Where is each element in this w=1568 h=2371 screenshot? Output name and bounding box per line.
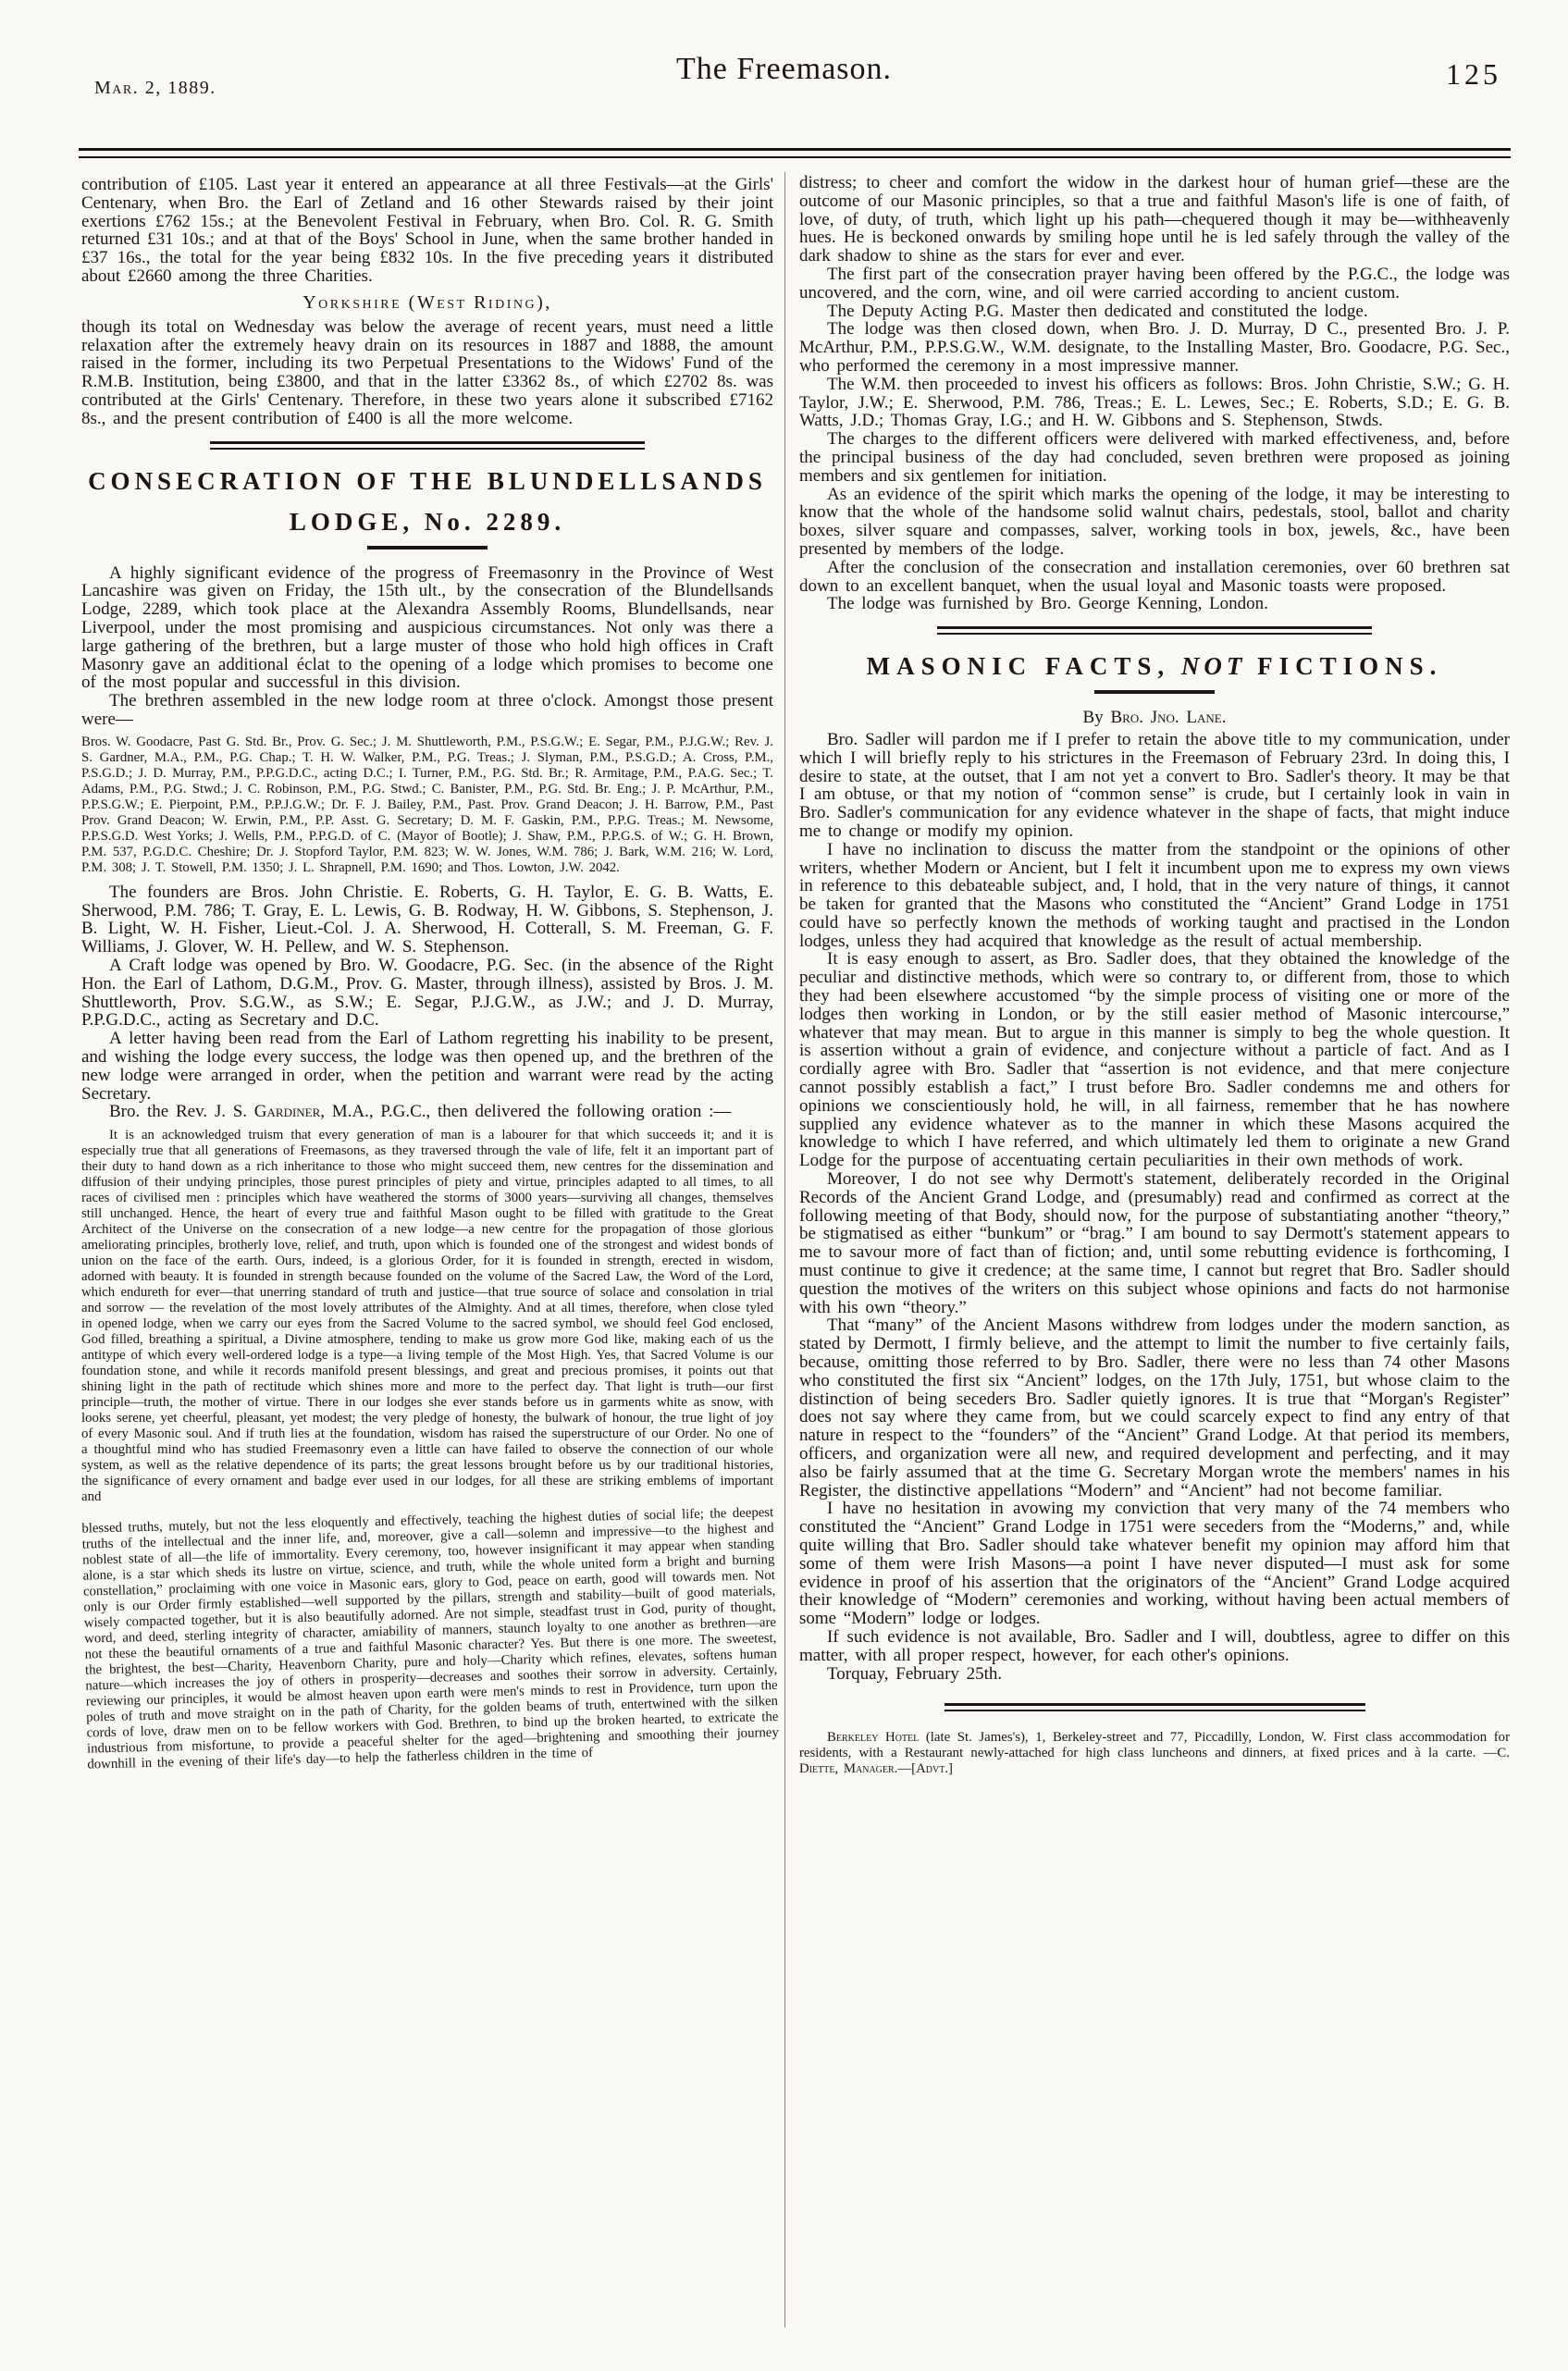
oration-text-part1: It is an acknowledged truism that every generation of man is a labourer for that which succeeds it; and it is especially true that all generations of Freemasons, as they traversed through the vale of life, felt it an important part of their duty to hand down as a rich inheritance to those who might succeed them, new centres for the dissemination and diffusion of their undying principles, those purest principles of piety and virtue, principles adapted to all times, to all races of civilised men : principles which have weathered the storms of 3000 years—surviving all changes, themselves still unchanged. Hence, the heart of every true and faithful Mason ought to be filled with gratitude to the Great Architect of the Universe on the consecration of a new lodge—a new centre for the propagation of those glorious ameliorating principles, brotherly love, relief, and truth, upon which is founded one of the strongest and widest bonds of union on the face of the earth. Ours, indeed, is a glorious Order, for it is founded in strength, erected in wisdom, adorned with beauty. It is founded in strength because founded on the volume of the Sacred Law, the Word of the Lord, which endureth for ever—that unerring standard of truth and justice—that true source of solace and consolation in trial and sorrow — the revelation of the most lovely attributes of the Almighty. And at all times, therefore, when close tyled in opened lodge, when we carry our eyes from the Sacred Volume to the sacred symbol, we should feel God enclosed, God filled, breathing a spiritual, a Divine atmosphere, tending to make us grow more God like, making each of us the antitype of which every well-ordered lodge is a type—a living temple of the Most High. Yes, that Sacred Volume is our foundation stone, and while it records manifold present blessings, and great and precious promises, it points out that shining light in the path of rectitude which shines more and more to the perfect day. That light is truth—our first principle—truth, the mother of virtue. There in our lodges she ever stands before us in garments white as snow, with looks serene, yet cheerful, pleasant, yet modest; the very pledge of honesty, the bulwark of honour, the true light of joy of every Masonic soul. And if truth lies at the foundation, wisdom has raised the superstructure of our Order. No one of a thoughtful mind who has studied Freemasonry even a little can have failed to observe the connection of our whole system, as well as the relative dependence of its parts; the great lessons brought before us by our traditional histories, the significance of every ornament and badge ever used in our lodges, for all these are striking emblems of important and <box>81 1128 773 1505</box>
distress-continuation-paragraph: distress; to cheer and comfort the widow in the darkest hour of human grief—these are the outcome of our Masonic principles, so that a true and faithful Mason's life is one of faith, of love, of duty, of truth, which light up his path—chequered though it may be—withheavenly hues. He is beckoned onwards by smiling hope until he is led safely through the valley of the dark shadow to shine as the stars for ever and ever. <box>799 173 1510 266</box>
dedication-paragraph: The Deputy Acting P.G. Master then dedicated and constituted the lodge. <box>827 301 1368 321</box>
issue-date: Mar. 2, 1889. <box>94 78 216 98</box>
advert-berkeley-hotel <box>799 1730 1510 1777</box>
masonic-facts-title-part2: FICTIONS. <box>1257 652 1443 681</box>
masonic-facts-paragraph-7: If such evidence is not available, Bro. Sadler and I will, doubtless, agree to differ on this matter, with all proper respect, however, for each other's opinions. <box>799 1626 1510 1665</box>
paper-title: The Freemason. <box>675 52 893 86</box>
dateline-torquay: Torquay, February 25th. <box>827 1663 1003 1684</box>
consecration-opening-paragraph: A highly significant evidence of the progress of Freemasonry in the Province of West Lancashire was given on Friday, the 15th ult., by the consecration of the Blundellsands Lodge, 2289, which took place at the Alexandra Assembly Rooms, Blundellsands, near Liverpool, under the most promising and auspicious circumstances. Not only was there a large gathering of the brethren, but a large muster of those who hold high offices in Craft Masonry gave an additional éclat to the opening of a lodge which promises to become one of the most popular and successful in this division. <box>81 562 773 693</box>
consecration-prayer-paragraph: The first part of the consecration prayer having been offered by the P.G.C., the lodge was uncovered, and the corn, wine, and oil were carried according to ancient custom. <box>799 264 1510 303</box>
masonic-facts-title-part1: MASONIC FACTS, <box>866 652 1171 681</box>
masonic-facts-paragraph-5: That “many” of the Ancient Masons withdrew from lodges under the modern sanction, as stated by Dermott, I firmly believe, and the attempt to limit the number to five certainly fails, because, omitting those referred to by Bro. Sadler, there were no less than 74 other Masons who constituted the first six “Ancient” lodges, on the 17th July, 1751, but whose claim to the distinction of being seceders Bro. Sadler quietly ignores. It is true that “Morgan's Register” does not say where they came from, but we could scarcely expect to find any entry of that nature in respect to the “founders” of the “Ancient” Grand Lodge. At that period its members, officers, and organization were all new, and required development and perfecting, and it may also be fairly assumed that at the time G. Secretary Morgan wrote the members' names in his Register, the distinctive appellations “Modern” and “Ancient” had not become familiar. <box>799 1315 1510 1500</box>
masonic-facts-paragraph-2: I have no inclination to discuss the matter from the standpoint or the opinions of other writers, whether Modern or Ancient, but I felt it incumbent upon me to express my own views in reference to this debateable subject, and, I hold, that in the very nature of things, it cannot be taken for granted that the Masons who constituted the “Ancient” Grand Lodge in 1751 could have so perfectly known the methods of working taught and practised in the London lodges, unless they had acquired that knowledge as the result of actual membership. <box>799 839 1510 951</box>
advert-hotel-name: Berkeley Hotel <box>827 1730 920 1746</box>
invest-officers-paragraph: The W.M. then proceeded to invest his officers as follows: Bros. John Christie, S.W.; G. H. Taylor, J.W.; E. Sherwood, P.M. 786, Treas.; E. L. Lewes, Sec.; E. Roberts, S.D.; E. G. B. Watts, J.D.; Thomas Gray, I.G.; and H. W. Gibbons and S. Stephenson, Stwds. <box>799 374 1510 431</box>
oration-text-part2: blessed truths, mutely, but not the less eloquently and effectively, teaching the highest duties of social life; the deepest truths of the intellectual and the inner life, and, moreover, give a call—solemn and impressive—to the highest and noblest state of all—the life of immortality. Every ceremony, too, however insignificant it may appear when standing alone, is a star which sheds its lustre on virtue, science, and truth, while the whole united form a bright and burning constellation,” proclaiming with one voice in Masonic ears, glory to God, peace on earth, good will towards men. Not only is our Order firmly established—well supported by the pillars, strength and stability—built of good materials, wisely compacted together, but it is also beautifully adorned. Are not simple, steadfast trust in God, purity of thought, word, and deed, sterling integrity of character, amiability of manners, staunch loyalty to one another as brethren—are not these the beautiful ornaments of a true and faithful Masonic character? Yes. But there is one more. The sweetest, the brightest, the best—Charity, Heavenborn Charity, pure and holy—Charity which refines, elevates, softens human nature—which increases the joy of others in prosperity—decreases and soothes their sorrow in adversity. Certainly, reviewing our principles, it would be almost heaven upon earth were men's minds to rest in Providence, turn upon the poles of truth and move straight on in the path of Charity, for the golden beams of truth, entertwined with the silken cords of love, draw men on to be fellow workers with God. Brethren, to bind up the broken hearted, to extricate the industrious from misfortune, to provide a peaceful shelter for the aged—brightening and smoothing their journey downhill in the evening of their life's day—to help the fatherless children in the time of <box>81 1505 779 1772</box>
yorkshire-paragraph: though its total on Wednesday was below the average of recent years, must need a little relaxation after the extremely heavy drain on its resources in 1887 and 1888, the amount raised in the former, including its two Perpetual Presentations to the Widows' Fund of the R.M.B. Institution, being £3800, and that in the latter £3362 8s., of which £2702 8s. was contributed at the Girls' Centenary. Therefore, in these two years alone it subscribed £7162 8s., and the present contribution of £400 is all the more welcome. <box>81 316 773 428</box>
masthead-rule-top <box>79 148 1511 151</box>
oration-intro-paragraph <box>81 1103 773 1121</box>
article-heading-consecration <box>81 461 773 542</box>
founders-paragraph: The founders are Bros. John Christie. E. Roberts, G. H. Taylor, E. G. B. Watts, E. Sherwood, P.M. 786; T. Gray, E. L. Lewis, G. B. Rodway, H. W. Gibbons, S. Stephenson, J. B. Light, W. H. Fisher, Lieut.-Col. J. A. Sherwood, H. Cotterall, S. M. Freeman, G. F. Williams, J. Glover, W. H. Pellew, and W. S. Stephenson. <box>81 882 773 957</box>
oration-intro-pre: Bro. the Rev. J. S. <box>109 1102 254 1122</box>
right-column <box>799 174 1510 1777</box>
heading-rule <box>367 546 488 550</box>
separator-rule <box>937 626 1372 635</box>
advert-body: (late St. James's), 1, Berkeley-street and 77, Piccadilly, London, W. First class accommodation for residents, with a Restaurant newly-attached for high class luncheons and dinners, at fixed prices and à la carte. <box>799 1730 1510 1761</box>
consecration-title-line1: CONSECRATION OF THE BLUNDELLSANDS <box>88 466 767 495</box>
consecration-title-line2: LODGE, No. 2289. <box>289 507 566 536</box>
page-number: 125 <box>1446 57 1501 91</box>
attendees-list: Bros. W. Goodacre, Past G. Std. Br., Prov. G. Sec.; J. M. Shuttleworth, P.M., P.S.G.W.; E. Segar, P.M., P.J.G.W.; Rev. J. S. Gardner, M.A., P.M., P.G. Chap.; T. H. W. Walker, P.M., P.G. Treas.; J. Slyman, P.M., P.S.G.D.; A. Cross, P.M., P.S.G.D.; J. D. Murray, P.M., P.P.G.D.C., acting D.C.; I. Turner, P.M., P.G. Std. Br.; R. Armitage, P.M., P.A.G. Sec.; T. Adams, P.M., P.G. Stwd.; J. C. Robinson, P.M., P.G. Stwd.; C. Banister, P.M., P.G. Std. Br. Eng.; J. P. McArthur, P.M., P.P.S.G.W.; E. Pierpoint, P.M., P.P.J.G.W.; Dr. F. J. Bailey, P.M., Past. Prov. Grand Deacon; J. H. Barrow, P.M., Past Prov. Grand Deacon; W. Erwin, P.M., P.P. Asst. G. Secretary; D. M. F. Gaskin, P.M., P.P.G. Treas.; M. Newsome, P.P.S.G.D. West Yorks; J. Wells, P.M., P.P.G.D. of C. (Mayor of Bootle); J. Shaw, P.M., P.P.G.S. of W.; G. H. Brown, P.M. 537, P.G.D.C. Cheshire; Dr. J. Stopford Taylor, P.M. 823; W. W. Jones, W.M. 786; J. Bark, W.M. 216; W. Lord, P.M. 308; J. T. Stowell, P.M. 1350; J. L. Shrapnell, P.M. 1690; and Thos. Lowton, J.W. 2042. <box>81 734 773 875</box>
advert-signature: —C. Diette, Manager.—[Advt.] <box>799 1746 1510 1777</box>
lathom-letter-paragraph: A letter having been read from the Earl of Lathom regretting his inability to be present, and wishing the lodge every success, the lodge was then opened up, and the brethren of the new lodge were arranged in order, when the petition and warrant were read by the acting Secretary. <box>81 1029 773 1104</box>
oration-speaker-name: Gardiner <box>253 1102 321 1122</box>
festivals-continuation-paragraph: contribution of £105. Last year it entered an appearance at all three Festivals—at the Girls' Centenary, when Bro. the Earl of Zetland and 16 other Stewards raised by their joint exertions £762 15s.; at the Benevolent Festival in February, when Bro. Col. R. G. Smith returned £31 10s.; and at that of the Boys' School in June, when the same brother handed in £37 16s., the total for the year being £832 10s. In the five preceding years it distributed about £2660 among the three Charities. <box>81 175 773 286</box>
masonic-facts-title-not: NOT <box>1170 652 1258 681</box>
craft-lodge-paragraph: A Craft lodge was opened by Bro. W. Goodacre, P.G. Sec. (in the absence of the Right Hon. the Earl of Lathom, D.G.M., Prov. G. Master, through illness), assisted by Bros. J. M. Shuttleworth, Prov. S.G.W., as S.W.; E. Segar, P.J.G.W., as J.W.; and J. D. Murray, P.P.G.D.C., acting as Secretary and D.C. <box>81 955 773 1031</box>
banquet-paragraph: After the conclusion of the consecration and installation ceremonies, over 60 brethren sat down to an excellent banquet, when the usual loyal and Masonic toasts were proposed. <box>799 557 1510 596</box>
lodge-closed-paragraph: The lodge was then closed down, when Bro. J. D. Murray, D C., presented Bro. J. P. McArthur, P.M., P.P.S.G.W., W.M. designate, to the Installing Master, Bro. Goodacre, P.G. Sec., who performed the ceremony in a most impressive manner. <box>799 319 1510 376</box>
masonic-facts-paragraph-6: I have no hesitation in avowing my conviction that very many of the 74 members who constituted the “Ancient” Grand Lodge in 1751 were seceders from the “Moderns,” and, while quite willing that Bro. Sadler should take whatever benefit my opinion may afford him that some of them were Irish Masons—a point I have never disputed—I must ask for some evidence in proof of his assertion that the originators of the “Ancient” Grand Lodge acquired their knowledge of “Modern” ceremonies and working, without having been actual members of some “Modern” lodge or lodges. <box>799 1499 1510 1629</box>
left-column <box>81 175 779 1772</box>
masonic-facts-paragraph-1: Bro. Sadler will pardon me if I prefer to retain the above title to my communication, under which I will briefly reply to his strictures in the Freemason of February 23rd. In doing this, I desire to state, at the outset, that I am not yet a convert to Bro. Sadler's theory. It may be that I am obtuse, or that my notion of “common sense” is crude, but I certainly look in vain in Bro. Sadler's communication for any evidence whatever in the shape of facts, that might induce me to change or modify my opinion. <box>799 729 1510 841</box>
furniture-paragraph: As an evidence of the spirit which marks the opening of the lodge, it may be interesting to know that the whole of the handsome solid walnut chairs, pedestals, stool, ballot and charity boxes, silver square and compasses, salver, working tools in box, jewels, &c., have been presented by members of the lodge. <box>799 484 1510 559</box>
separator-rule <box>210 441 645 450</box>
brethren-assembled-paragraph: The brethren assembled in the new lodge room at three o'clock. Amongst those present were— <box>81 691 773 729</box>
oration-intro-post: , M.A., P.G.C., then delivered the following oration :— <box>320 1102 732 1122</box>
separator-rule <box>945 1703 1365 1711</box>
column-divider <box>784 172 785 2328</box>
article-heading-masonic-facts <box>799 646 1510 686</box>
byline-pre: By <box>1082 708 1111 728</box>
masonic-facts-paragraph-4: Moreover, I do not see why Dermott's statement, deliberately recorded in the Original Records of the Ancient Grand Lodge, and (presumably) read and confirmed as correct at the following meeting of that Body, should now, for the purpose of substantiating another “theory,” be stigmatised as either “bunkum” or “brag.” I am bound to say Dermott's statement appears to me to savour more of fact than of fiction; and, until some rebutting evidence is forthcoming, I must continue to give it credence; at the same time, I cannot but regret that Bro. Sadler should question the motives of the writers on this subject whose opinions and facts do not harmonise with his own “theory.” <box>799 1169 1510 1317</box>
masonic-facts-paragraph-3: It is easy enough to assert, as Bro. Sadler does, that they obtained the knowledge of the peculiar and distinctive methods, which were so contrary to, or different from, those to which they had been elsewhere accustomed “by the simple process of visiting one or more of the lodges then working in London, or by the still easier method of Masonic intercourse,” whatever that may mean. But to argue in this manner is simply to beg the whole question. It is assertion without a grain of evidence, and conjecture without a particle of fact. And as I cordially agree with Bro. Sadler that “assertion is not evidence, and that mere conjecture cannot possibly establish a fact,” I trust before Bro. Sadler condemns me and others for opinions we conscientiously hold, he will, in all fairness, remember that he has nowhere supplied any evidence whatever as to the manner in which these Masons acquired the knowledge to which I have referred, and which ultimately led them to originate a new Grand Lodge for the purpose of accentuating certain peculiarities in their own methods of work. <box>799 949 1510 1171</box>
masthead-rule-bottom <box>79 156 1511 158</box>
byline <box>799 709 1510 727</box>
charges-paragraph: The charges to the different officers were delivered with marked effectiveness, and, before the principal business of the day had concluded, seven brethren were proposed as joining members and six gentlemen for initiation. <box>799 429 1510 486</box>
heading-rule <box>1094 690 1215 694</box>
byline-author: Bro. Jno. Lane. <box>1110 708 1227 728</box>
section-heading-yorkshire: Yorkshire (West Riding), <box>302 291 552 313</box>
furnished-by-kenning-paragraph: The lodge was furnished by Bro. George Kenning, London. <box>827 594 1268 614</box>
